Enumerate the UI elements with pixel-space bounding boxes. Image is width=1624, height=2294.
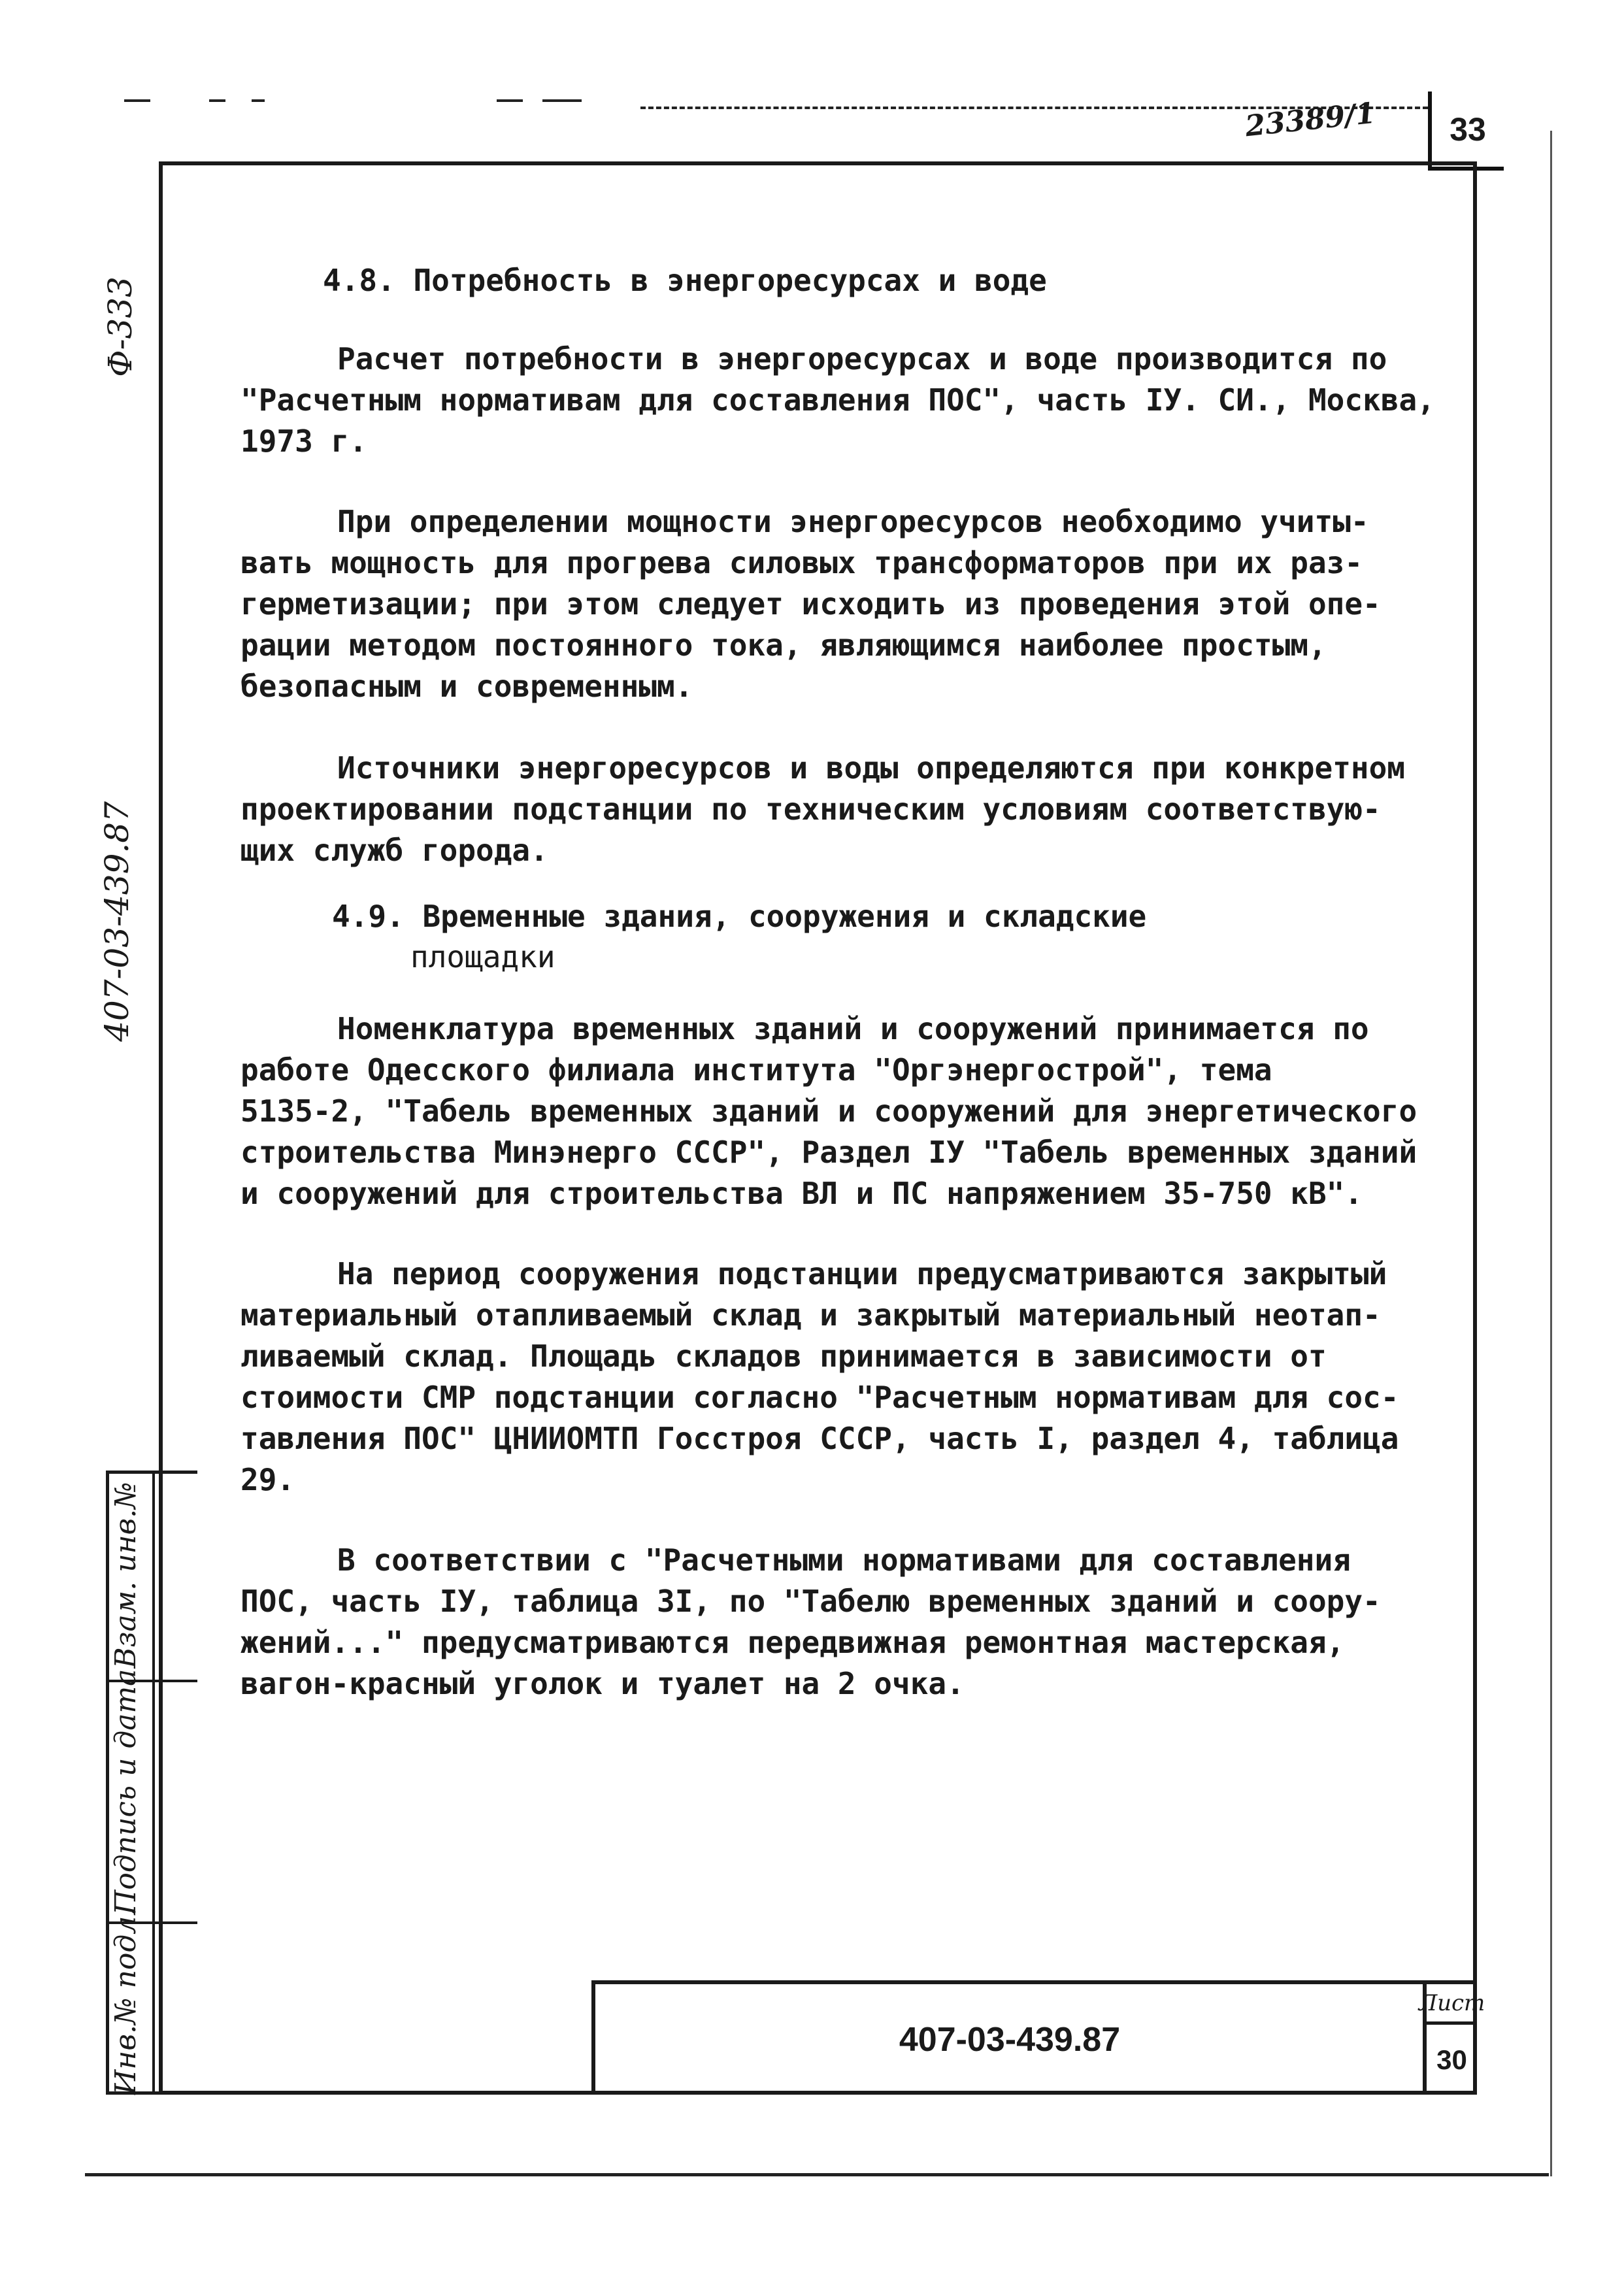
text-line: 29. — [240, 1462, 295, 1497]
handwritten-number: 23389/1 — [1243, 96, 1377, 144]
stamp-column — [106, 1471, 197, 2095]
paragraph — [240, 1540, 1450, 1704]
header-dash — [542, 99, 582, 102]
text-line: материальный отапливаемый склад и закрытый материальный неотап- — [240, 1297, 1381, 1333]
sheet-number: 30 — [1436, 2044, 1467, 2075]
text-line: Номенклатура временных зданий и сооружений принимается по — [337, 1011, 1369, 1046]
stamp-original-inventory: Инв.№ подл. — [109, 1906, 142, 2095]
bottom-rule — [85, 2173, 1549, 2176]
text-line: При определении мощности энергоресурсов необходимо учиты- — [337, 504, 1369, 539]
text-line: щих служб города. — [240, 833, 548, 868]
paragraph — [240, 1008, 1450, 1214]
text-line: 1973 г. — [240, 424, 367, 459]
text-line: герметизации; при этом следует исходить из проведения этой опе- — [240, 586, 1381, 622]
header-dash — [497, 99, 523, 102]
text-line: ПОС, часть IУ, таблица 3I, по "Табелю временных зданий и соору- — [240, 1584, 1381, 1619]
text-line: Расчет потребности в энергоресурсах и воде производится по — [337, 341, 1387, 376]
title-block — [591, 1980, 1485, 2095]
text-line: Источники энергоресурсов и воды определяются при конкретном — [337, 750, 1405, 786]
text-line: На период сооружения подстанции предусматриваются закрытый — [337, 1256, 1387, 1291]
stamp-signature-date: Подпись и дата — [109, 1669, 142, 1915]
section-4-9-heading-line2: площадки — [410, 939, 555, 974]
text-line: безопасным и современным. — [240, 669, 693, 704]
text-line: вать мощность для прогрева силовых трансформаторов при их раз- — [240, 545, 1363, 580]
stamp-divider — [152, 1474, 155, 2091]
title-block-document-code: 407-03-439.87 — [899, 2020, 1121, 2059]
page-number: 33 — [1428, 91, 1504, 171]
header-dash — [209, 99, 225, 102]
header-dash — [252, 99, 265, 102]
text-line: тавления ПОС" ЦНИИОМТП Госстроя СССР, часть I, раздел 4, таблица — [240, 1421, 1399, 1456]
sheet-cell — [1418, 1984, 1485, 2095]
text-line: "Расчетным нормативам для составления ПОС", часть IУ. СИ., Москва, — [240, 382, 1435, 418]
page-content — [240, 260, 1450, 1704]
text-line: жений..." предусматриваются передвижная ремонтная мастерская, — [240, 1625, 1345, 1660]
paragraph — [240, 1254, 1450, 1501]
paragraph — [240, 339, 1450, 462]
form-code-label: Ф-333 — [101, 276, 139, 377]
text-line: стоимости СМР подстанции согласно "Расчетным нормативам для сос- — [240, 1380, 1399, 1415]
section-4-9-heading — [332, 896, 1450, 977]
text-line: строительства Минэнерго СССР", Раздел IУ "Табель временных зданий — [240, 1135, 1417, 1170]
text-line: В соответствии с "Расчетными нормативами для составления — [337, 1542, 1351, 1578]
section-4-8-heading: 4.8. Потребность в энергоресурсах и воде — [323, 263, 1047, 298]
text-line: и сооружений для строительства ВЛ и ПС напряжением 35-750 кВ". — [240, 1176, 1363, 1211]
stamp-replacement-inventory: Взам. инв.№ — [109, 1482, 142, 1669]
document-code-side-label: 407-03-439.87 — [98, 801, 136, 1042]
section-4-9-heading-line1: 4.9. Временные здания, сооружения и складские — [332, 899, 1147, 934]
right-edge-line — [1550, 131, 1552, 2176]
text-line: работе Одесского филиала института "Оргэнергострой", тема — [240, 1052, 1272, 1088]
text-line: вагон-красный уголок и туалет на 2 очка. — [240, 1666, 965, 1701]
paragraph — [240, 501, 1450, 707]
paragraph — [240, 748, 1450, 871]
text-line: рации методом постоянного тока, являющимся наиболее простым, — [240, 627, 1327, 663]
text-line: проектировании подстанции по техническим условиям соответствую- — [240, 791, 1381, 827]
text-line: ливаемый склад. Площадь складов принимается в зависимости от — [240, 1338, 1327, 1374]
header-dash — [124, 99, 150, 102]
sheet-label: Лист — [1427, 1984, 1477, 2025]
text-line: 5135-2, "Табель временных зданий и сооружений для энергетического — [240, 1093, 1417, 1129]
